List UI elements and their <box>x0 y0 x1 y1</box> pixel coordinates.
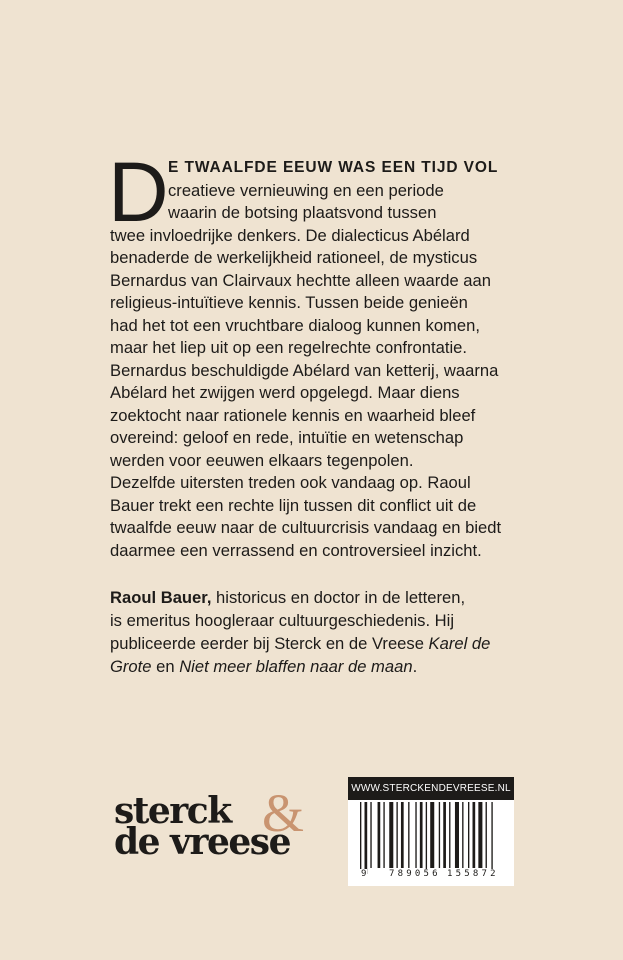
blurb-line: twaalfde eeuw naar de cultuurcrisis vandaag en biedt <box>110 518 502 537</box>
barcode-bar <box>370 802 371 868</box>
barcode-digit-group: 789056 <box>389 869 441 879</box>
barcode-bar <box>389 802 393 868</box>
bio-line <box>110 588 465 608</box>
bio-line <box>110 634 490 654</box>
bio-line: is emeritus hoogleraar cultuurgeschiedenis. Hij <box>110 611 455 630</box>
barcode-bar <box>396 802 397 868</box>
blurb-line: creatieve vernieuwing en een periode <box>168 180 444 200</box>
bio-text: . <box>412 657 418 676</box>
barcode-bar <box>383 802 384 868</box>
blurb-line: Bernardus beschuldigde Abélard van ketterij, waarna <box>110 360 499 380</box>
barcode-bar <box>439 802 440 868</box>
barcode-bar <box>491 802 492 874</box>
barcode-bar <box>468 802 469 868</box>
blurb-line: Bernardus van Clairvaux hechtte alleen waarde aan <box>110 270 491 290</box>
blurb-line: Bauer trekt een rechte lijn tussen dit conflict uit de <box>110 495 477 515</box>
blurb-line: E TWAALFDE EEUW WAS EEN TIJD VOL <box>168 159 499 176</box>
barcode-bar <box>430 802 434 868</box>
blurb-line: waarin de botsing plaatsvond tussen <box>168 203 437 222</box>
book-title: Niet meer blaffen naar de maan <box>179 657 413 676</box>
drop-cap: D <box>108 145 169 239</box>
blurb-line: daarmee een verrassend en controversieel inzicht. <box>110 540 482 560</box>
barcode-digit-group: 9 <box>361 869 367 879</box>
barcode-digit-group: 155872 <box>447 869 499 879</box>
barcode-bar <box>378 802 381 868</box>
bio-text: publiceerde eerder bij Sterck en de Vreese <box>110 634 429 653</box>
barcode-bar <box>443 802 446 868</box>
blurb-line: had het tot een vruchtbare dialoog kunnen komen, <box>110 315 480 335</box>
barcode-bar <box>415 802 416 868</box>
logo-ampersand: & <box>262 783 305 843</box>
blurb-line: benaderde de werkelijkheid rationeel, de mysticus <box>110 248 478 267</box>
blurb-line: Abélard het zwijgen werd opgelegd. Maar diens <box>110 383 460 402</box>
barcode-bar <box>360 802 361 874</box>
barcode-bars <box>348 800 514 876</box>
book-title: Karel de <box>428 634 491 653</box>
barcode-bar <box>486 802 487 868</box>
blurb-line: Dezelfde uitersten treden ook vandaag op. Raoul <box>110 473 471 492</box>
blurb-line: religieus-intuïtieve kennis. Tussen beide genieën <box>110 293 468 312</box>
publisher-url: WWW.STERCKENDEVREESE.NL <box>348 777 514 800</box>
isbn-barcode <box>348 777 514 886</box>
book-title: Grote <box>110 657 152 676</box>
barcode-bar <box>449 802 450 868</box>
bio-text: en <box>151 657 180 676</box>
barcode-bar <box>401 802 404 868</box>
blurb-line: zoektocht naar rationele kennis en waarheid bleef <box>110 405 476 425</box>
barcode-bar <box>473 802 476 868</box>
barcode-bar <box>365 802 368 874</box>
barcode-bar <box>478 802 482 868</box>
barcode-bar <box>420 802 423 868</box>
blurb-line: werden voor eeuwen elkaars tegenpolen. <box>110 450 414 470</box>
barcode-bar <box>455 802 459 868</box>
logo-line: sterck <box>114 790 231 832</box>
barcode-bar <box>408 802 409 868</box>
blurb-line: twee invloedrijke denkers. De dialecticus Abélard <box>110 225 470 245</box>
blurb-line: maar het liep uit op een regelrechte confrontatie. <box>110 338 467 357</box>
bio-line <box>110 657 417 677</box>
bio-text: historicus en doctor in de letteren, <box>211 588 466 607</box>
barcode-bar <box>462 802 463 868</box>
author-name: Raoul Bauer, <box>110 588 212 607</box>
blurb-line: overeind: geloof en rede, intuïtie en wetenschap <box>110 428 464 447</box>
barcode-bar <box>426 802 427 874</box>
logo-line: de vreese <box>114 821 290 863</box>
